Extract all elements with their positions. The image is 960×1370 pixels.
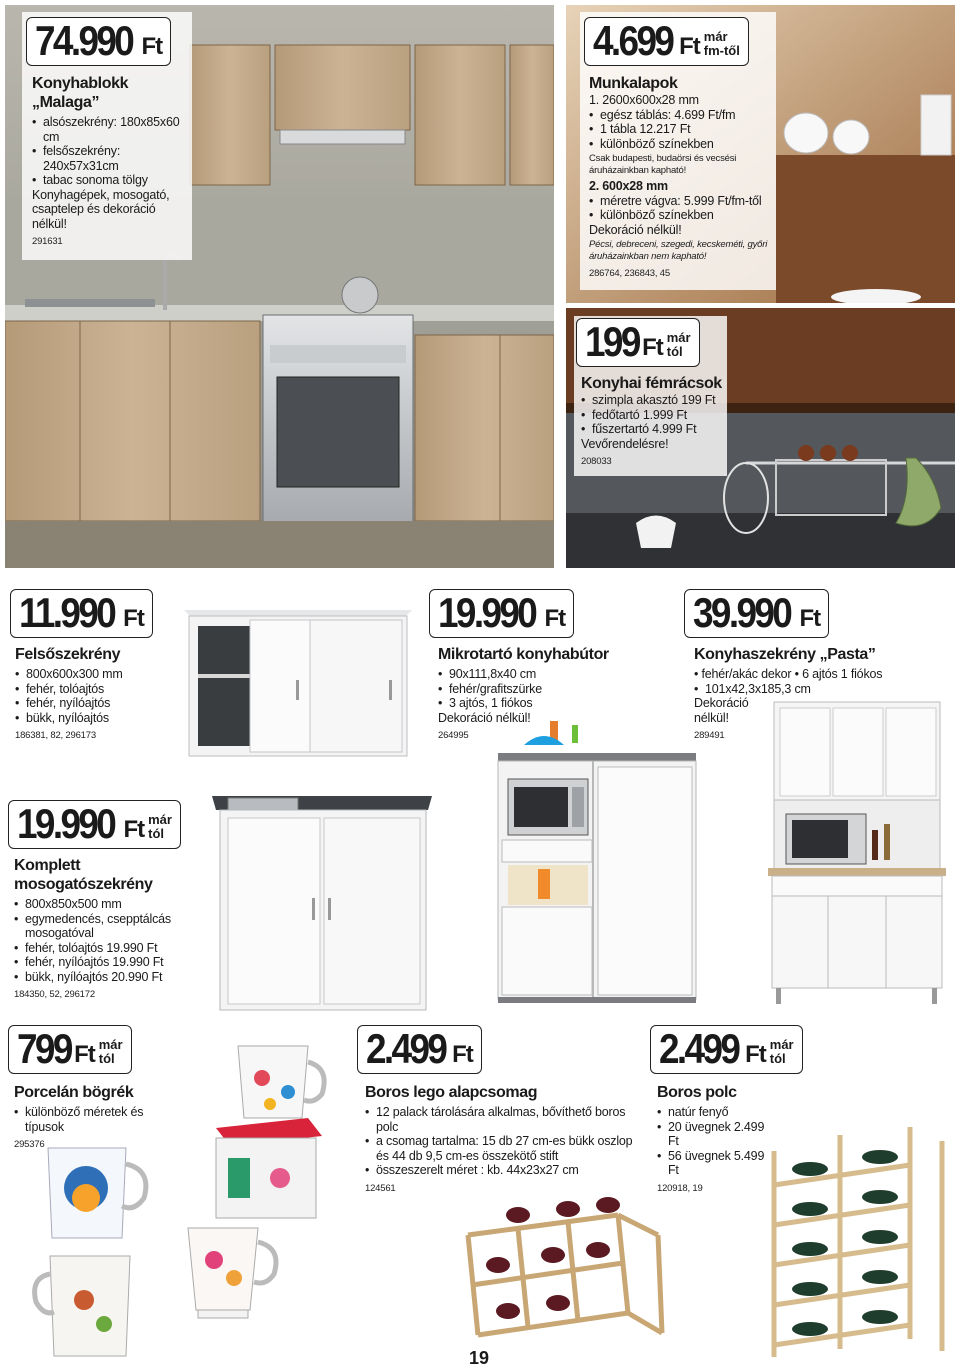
pasta-inline-bullets: • fehér/akác dekor • 6 ajtós 1 fiókos: [694, 667, 883, 681]
malaga-price-badge: [26, 17, 171, 66]
sink-cabinet-image: [208, 788, 436, 1014]
polc-suffix-top: már: [769, 1037, 794, 1052]
polc-code: 120918, 19: [657, 1182, 703, 1194]
pasta-note-2: nélkül!: [694, 710, 729, 725]
mosogato-suffix-bottom: tól: [148, 826, 165, 841]
mikro-currency: Ft: [544, 605, 566, 632]
bogrek-title: Porcelán bögrék: [14, 1084, 134, 1101]
lego-info: [365, 1083, 635, 1196]
felso-price-badge: [10, 589, 153, 638]
munkalap-suffix-bottom: fm-től: [703, 43, 740, 58]
mug-image: [30, 1038, 340, 1366]
mikro-price-badge: [429, 589, 574, 638]
munkalap-bullet: • 1 tábla 12.217 Ft: [589, 122, 775, 137]
mosogato-code: 184350, 52, 296172: [14, 989, 95, 1000]
munkalap-bullet: • különböző színekben: [589, 137, 775, 152]
pasta-price-badge: [684, 589, 829, 638]
mikro-bullet: • 3 ajtós, 1 fiókos: [438, 696, 618, 711]
malaga-bullet: • tabac sonoma tölgy: [32, 173, 190, 188]
felso-code: 186381, 82, 296173: [15, 730, 96, 741]
lego-price-badge: [357, 1025, 482, 1074]
polc-bullet: • 20 üvegnek 2.499 Ft: [657, 1120, 777, 1149]
malaga-bullet: • alsószekrény: 180x85x60 cm: [32, 115, 190, 144]
pasta-currency: Ft: [799, 605, 821, 632]
racsok-info: [581, 374, 727, 470]
wall-cabinet-image: [184, 610, 412, 762]
lego-code: 124561: [365, 1182, 396, 1194]
pasta-title: Konyhaszekrény „Pasta”: [694, 646, 876, 663]
mosogato-bullet: • 800x850x500 mm: [14, 897, 204, 912]
mosogato-bullet: • fehér, nyílóajtós 19.990 Ft: [14, 955, 204, 970]
munkalap-price: 4.699: [593, 17, 673, 64]
mikro-bullet: • fehér/grafitszürke: [438, 682, 618, 697]
racsok-bullet: • fedőtartó 1.999 Ft: [581, 408, 727, 423]
mikro-note: Dekoráció nélkül!: [438, 710, 531, 725]
pasta-price: 39.990: [693, 589, 791, 636]
bogrek-currency: Ft: [74, 1041, 95, 1068]
munkalap-bullet: • méretre vágva: 5.999 Ft/fm-től: [589, 194, 775, 209]
lego-price: 2.499: [366, 1025, 446, 1072]
munkalap-info: [589, 74, 775, 282]
mosogato-currency: Ft: [123, 816, 145, 843]
pasta-inline-bullet: fehér/akác dekor: [701, 667, 792, 681]
munkalap-item-2: 2. 600x28 mm: [589, 179, 668, 193]
malaga-price: 74.990: [35, 17, 133, 64]
polc-info: [657, 1083, 777, 1196]
wine-rack-image: [760, 1125, 952, 1365]
munkalap-note-2: Pécsi, debreceni, szegedi, kecskeméti, győri áruházainkban nem kapható!: [589, 239, 768, 262]
polc-price: 2.499: [659, 1025, 739, 1072]
malaga-bullet: • felsőszekrény: 240x57x31cm: [32, 144, 190, 173]
munkalap-deco: Dekoráció nélkül!: [589, 222, 682, 237]
felso-bullet: • 800x600x300 mm: [15, 667, 185, 682]
pasta-inline-bullet: 6 ajtós 1 fiókos: [802, 667, 883, 681]
felso-info: [15, 645, 185, 744]
microwave-cabinet-image: [494, 715, 700, 1005]
bogrek-suffix-bottom: tól: [98, 1051, 115, 1066]
racsok-price: 199: [585, 318, 639, 365]
munkalap-bullet: • különböző színekben: [589, 208, 775, 223]
munkalap-title: Munkalapok: [589, 75, 678, 92]
racsok-bullet: • szimpla akasztó 199 Ft: [581, 393, 727, 408]
pasta-cabinet-image: [760, 700, 950, 1008]
felso-price: 11.990: [19, 589, 115, 636]
lego-bullet: • a csomag tartalma: 15 db 27 cm-es bükk oszlop és 44 db 9,5 cm-es összekötő stift: [365, 1134, 635, 1163]
mosogato-price-badge: [8, 800, 181, 849]
mikro-code: 264995: [438, 730, 469, 741]
wine-rack-lego-image: [458, 1195, 666, 1345]
racsok-suffix-bottom: tól: [666, 344, 683, 359]
mikro-bullet: • 90x111,8x40 cm: [438, 667, 618, 682]
mosogato-price: 19.990: [17, 800, 115, 847]
felso-currency: Ft: [123, 605, 144, 632]
bogrek-code: 295376: [14, 1139, 45, 1150]
felso-bullet: • fehér, nyílóajtós: [15, 696, 185, 711]
racsok-note: Vevőrendelésre!: [581, 436, 669, 451]
racsok-title: Konyhai fémrácsok: [581, 375, 722, 392]
mosogato-title-1: Komplett: [14, 857, 81, 874]
mosogato-bullet: • fehér, tolóajtós 19.990 Ft: [14, 941, 204, 956]
mosogato-bullet: • egymedencés, csepptálcás mosogatóval: [14, 912, 204, 941]
racsok-currency: Ft: [642, 334, 663, 361]
felso-title: Felsőszekrény: [15, 646, 121, 663]
mikro-price: 19.990: [438, 589, 536, 636]
racsok-bullet: • fűszertartó 4.999 Ft: [581, 422, 727, 437]
malaga-code: 291631: [32, 236, 63, 247]
pasta-bullet: • 101x42,3x185,3 cm: [694, 682, 956, 697]
malaga-note: Konyhagépek, mosogató, csaptelep és dekoráció nélkül!: [32, 187, 170, 231]
pasta-code: 289491: [694, 730, 725, 741]
munkalap-note-1: Csak budapesti, budaörsi és vecsési áruházainkban kapható!: [589, 153, 737, 176]
munkalap-bullet: • egész táblás: 4.699 Ft/fm: [589, 108, 775, 123]
munkalap-item-1: 1. 2600x600x28 mm: [589, 93, 699, 107]
lego-title: Boros lego alapcsomag: [365, 1084, 538, 1101]
munkalap-currency: Ft: [679, 33, 700, 60]
bogrek-price: 799: [17, 1025, 71, 1072]
mosogato-bullet: • bükk, nyílóajtós 20.990 Ft: [14, 970, 204, 985]
bogrek-bullet: • különböző méretek és típusok: [14, 1105, 144, 1134]
bogrek-suffix-top: már: [98, 1037, 123, 1052]
lego-currency: Ft: [452, 1041, 473, 1068]
malaga-title-1: Konyhablokk: [32, 75, 129, 92]
mosogato-title-2: mosogatószekrény: [14, 876, 153, 893]
polc-bullet: • natúr fenyő: [657, 1105, 777, 1120]
malaga-title-2: „Malaga”: [32, 94, 100, 111]
racsok-code: 208033: [581, 456, 612, 467]
mosogato-info: [14, 856, 204, 1003]
polc-bullet: • 56 üvegnek 5.499 Ft: [657, 1149, 777, 1178]
felso-bullet: • bükk, nyílóajtós: [15, 711, 185, 726]
polc-title: Boros polc: [657, 1084, 737, 1101]
munkalap-suffix-top: már: [703, 29, 728, 44]
munkalap-code: 286764, 236843, 45: [589, 268, 670, 279]
lego-bullet: • 12 palack tárolására alkalmas, bővíthető boros polc: [365, 1105, 635, 1134]
malaga-currency: Ft: [141, 33, 163, 60]
page-number: 19: [469, 1348, 490, 1368]
malaga-info: [32, 74, 190, 250]
racsok-price-badge: [576, 318, 700, 367]
polc-price-badge: [650, 1025, 803, 1074]
mikro-title: Mikrotartó konyhabútor: [438, 646, 609, 663]
pasta-note-1: Dekoráció: [694, 696, 749, 710]
mosogato-suffix-top: már: [148, 812, 172, 827]
felso-bullet: • fehér, tolóajtós: [15, 682, 185, 697]
munkalap-price-badge: [584, 17, 749, 66]
racsok-suffix-top: már: [666, 330, 691, 345]
lego-bullet: • összeszerelt méret : kb. 44x23x27 cm: [365, 1163, 635, 1178]
polc-currency: Ft: [745, 1041, 766, 1068]
polc-suffix-bottom: tól: [769, 1051, 786, 1066]
